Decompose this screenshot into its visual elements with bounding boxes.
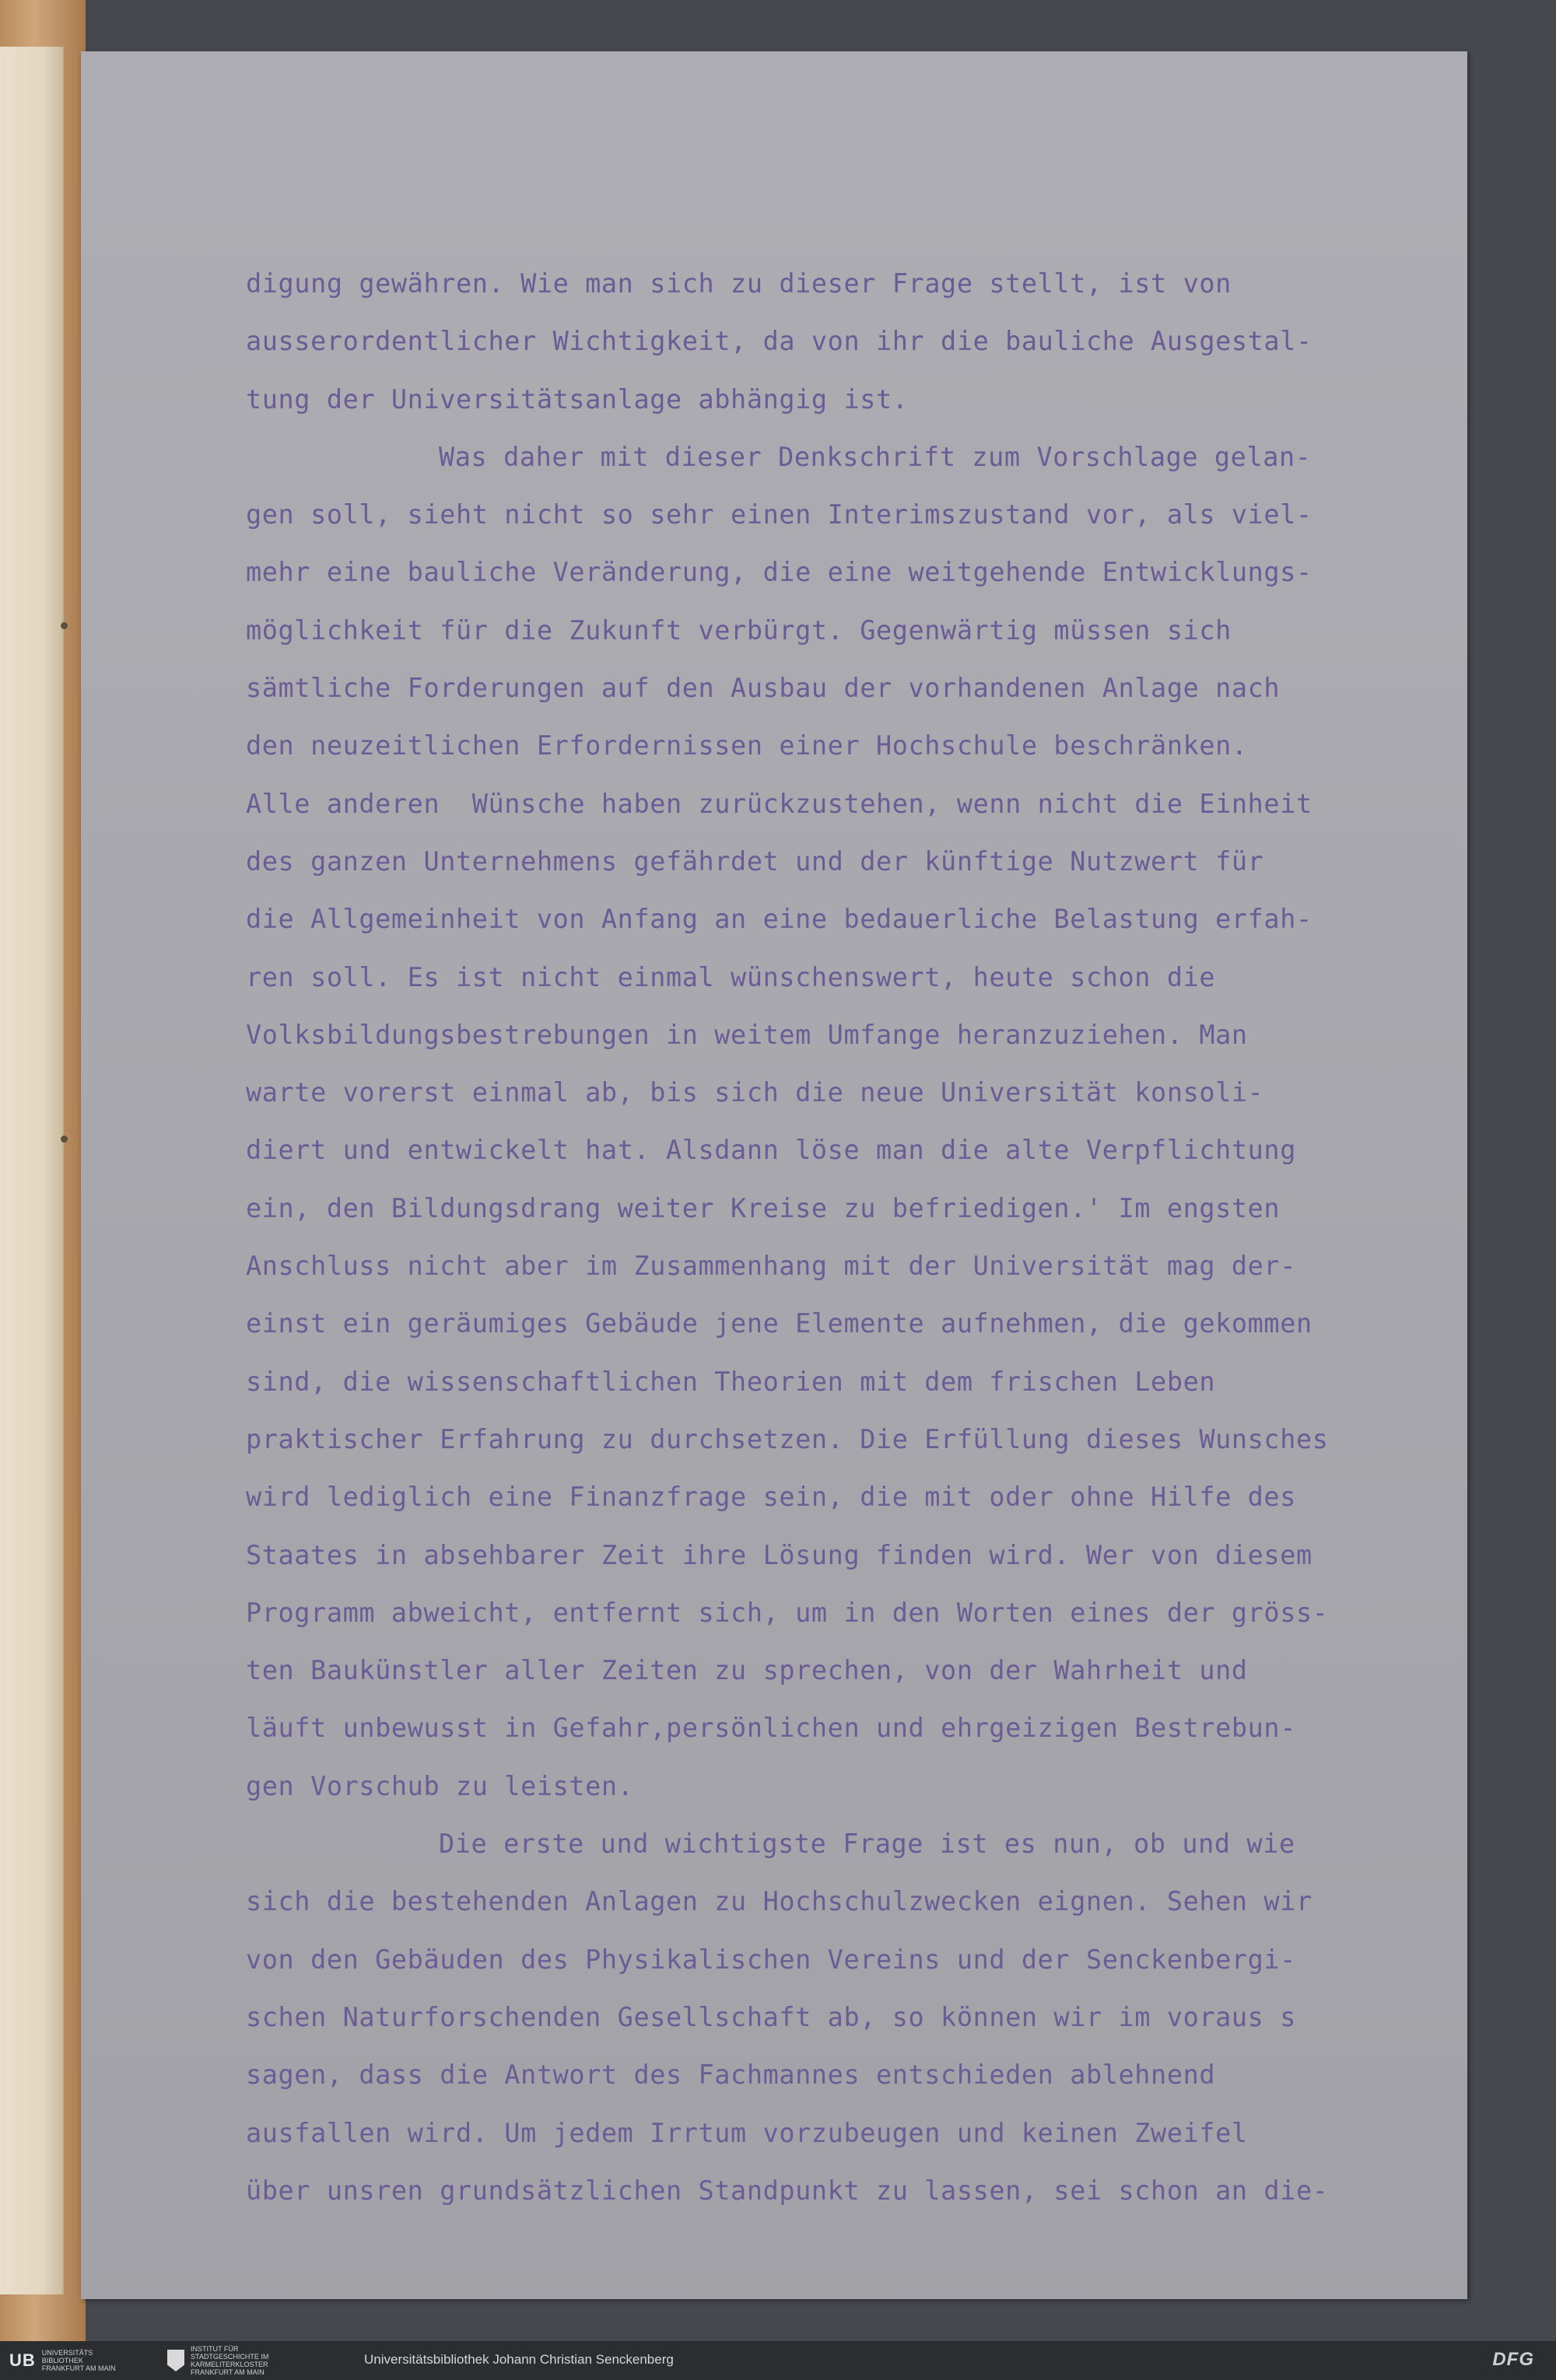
text-line: über unsren grundsätzlichen Standpunkt zu lassen, sei schon an die- bbox=[246, 2175, 1329, 2206]
ub-logo-text: UNIVERSITÄTS BIBLIOTHEK FRANKFURT AM MAIN bbox=[41, 2349, 116, 2372]
viewer-footer bbox=[0, 2341, 1556, 2380]
eagle-shield-icon bbox=[167, 2350, 184, 2371]
text-line: Die erste und wichtigste Frage ist es nun, ob und wie bbox=[439, 1829, 1295, 1860]
document-body bbox=[246, 255, 1428, 2220]
text-line: ren soll. Es ist nicht einmal wünschenswert, heute schon die bbox=[246, 961, 1216, 992]
library-caption: Universitätsbibliothek Johann Christian Senckenberg bbox=[364, 2352, 674, 2367]
text-line: tung der Universitätsanlage abhängig ist. bbox=[246, 383, 909, 415]
text-line: ten Baukünstler aller Zeiten zu sprechen, von der Wahrheit und bbox=[246, 1655, 1248, 1686]
dfg-logo: DFG bbox=[1492, 2349, 1534, 2370]
text-line: digung gewähren. Wie man sich zu dieser Frage stellt, ist von bbox=[246, 268, 1232, 299]
ub-logo bbox=[9, 2349, 120, 2372]
text-line: schen Naturforschenden Gesellschaft ab, so können wir im voraus s bbox=[246, 2001, 1296, 2032]
text-line: praktischer Erfahrung zu durchsetzen. Die Erfüllung dieses Wunsches bbox=[246, 1423, 1329, 1454]
text-line: ein, den Bildungsdrang weiter Kreise zu befriedigen.' Im engsten bbox=[246, 1192, 1281, 1223]
text-line: einst ein geräumiges Gebäude jene Elemente aufnehmen, die gekommen bbox=[246, 1308, 1312, 1339]
text-line: möglichkeit für die Zukunft verbürgt. Gegenwärtig müssen sich bbox=[246, 614, 1232, 646]
text-line: sagen, dass die Antwort des Fachmannes entschieden ablehnend bbox=[246, 2060, 1216, 2091]
text-line: ausserordentlicher Wichtigkeit, da von ihr die bauliche Ausgestal- bbox=[246, 326, 1312, 357]
text-line: läuft unbewusst in Gefahr,persönlichen und ehrgeizigen Bestrebun- bbox=[246, 1713, 1296, 1744]
underlying-page bbox=[0, 47, 64, 2294]
isg-logo bbox=[167, 2345, 284, 2376]
text-line: den neuzeitlichen Erfordernissen einer Hochschule beschränken. bbox=[246, 730, 1248, 761]
text-line: des ganzen Unternehmens gefährdet und der künftige Nutzwert für bbox=[246, 845, 1264, 877]
text-line: Alle anderen Wünsche haben zurückzustehen, wenn nicht die Einheit bbox=[246, 788, 1312, 819]
text-line: Anschluss nicht aber im Zusammenhang mit der Universität mag der- bbox=[246, 1251, 1296, 1282]
text-line: die Allgemeinheit von Anfang an eine bedauerliche Belastung erfah- bbox=[246, 904, 1312, 935]
text-line: Volksbildungsbestrebungen in weitem Umfange heranzuziehen. Man bbox=[246, 1019, 1248, 1050]
text-line: Staates in absehbarer Zeit ihre Lösung finden wird. Wer von diesem bbox=[246, 1539, 1312, 1570]
text-line: sich die bestehenden Anlagen zu Hochschulzwecken eignen. Sehen wir bbox=[246, 1886, 1312, 1917]
isg-logo-text: INSTITUT FÜR STADTGESCHICHTE IM KARMELITERKLOSTER FRANKFURT AM MAIN bbox=[191, 2345, 269, 2376]
punch-hole bbox=[61, 622, 68, 629]
text-line: gen soll, sieht nicht so sehr einen Interimszustand vor, als viel- bbox=[246, 499, 1312, 530]
text-line: Was daher mit dieser Denkschrift zum Vorschlage gelan- bbox=[439, 441, 1312, 472]
punch-hole bbox=[61, 1136, 68, 1143]
text-line: warte vorerst einmal ab, bis sich die neue Universität konsoli- bbox=[246, 1077, 1264, 1108]
text-line: Programm abweicht, entfernt sich, um in den Worten eines der gröss- bbox=[246, 1597, 1329, 1628]
text-line: sind, die wissenschaftlichen Theorien mit dem frischen Leben bbox=[246, 1366, 1216, 1397]
text-line: ausfallen wird. Um jedem Irrtum vorzubeugen und keinen Zweifel bbox=[246, 2117, 1248, 2148]
text-line: gen Vorschub zu leisten. bbox=[246, 1770, 634, 1801]
text-line: von den Gebäuden des Physikalischen Vereins und der Senckenbergi- bbox=[246, 1944, 1296, 1975]
ub-logo-mark: UB bbox=[9, 2350, 36, 2370]
text-line: wird lediglich eine Finanzfrage sein, die mit oder ohne Hilfe des bbox=[246, 1482, 1296, 1513]
text-line: sämtliche Forderungen auf den Ausbau der vorhandenen Anlage nach bbox=[246, 673, 1281, 704]
text-line: diert und entwickelt hat. Alsdann löse man die alte Verpflichtung bbox=[246, 1135, 1296, 1166]
text-line: mehr eine bauliche Veränderung, die eine weitgehende Entwicklungs- bbox=[246, 557, 1312, 588]
